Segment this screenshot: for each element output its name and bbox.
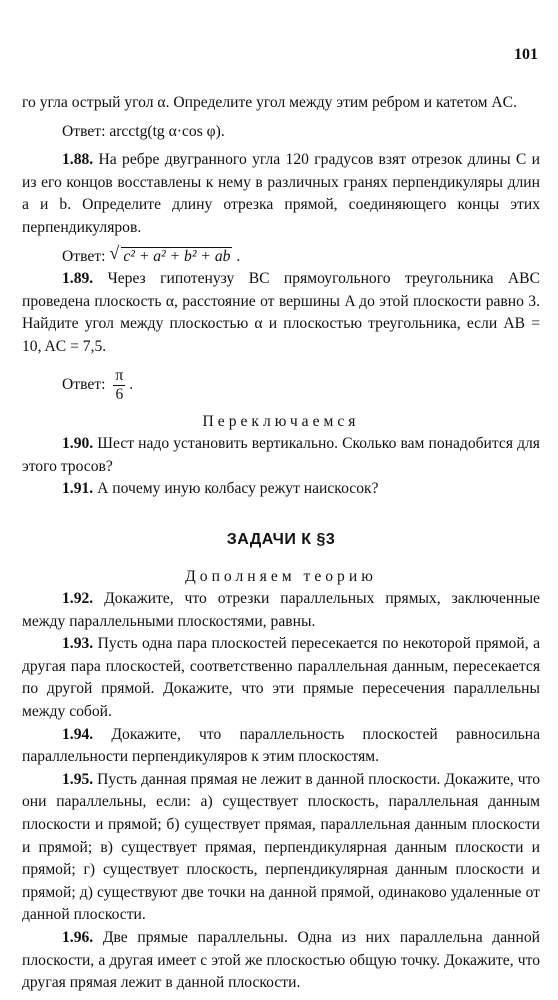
problem-1-94 [22,724,540,769]
problem-number: 1.96. [62,929,94,946]
problem-text: Пусть одна пара плоскостей пересекается по некоторой прямой, а другая пара плоскостей, соответственно параллельная данным, пересекается по другой прямой. Докажите, что эти прямые пересечения параллельны между собой. [22,635,540,721]
problem-number: 1.88. [62,151,94,169]
problem-number: 1.90. [62,435,94,453]
problem-1-89 [22,268,540,358]
chapter-heading: ЗАДАЧИ К §3 [226,530,336,548]
answer-1-89: Ответ: $\frac{\pi}{6}$ . [62,367,134,404]
problem-1-93 [22,633,540,723]
page-number: 101 [514,46,538,63]
problem-number: 1.91. [62,480,94,498]
problem-text: Докажите, что отрезки параллельных прямых, заключенные между параллельными плоскостями, равны. [22,590,540,630]
problem-text: Пусть данная прямая не лежит в данной плоскости. Докажите, что они параллельны, если: а) существует плоскость, параллельная данным плоскости и прямой; б) существует прямая, параллельная данным плоскости и прямой; в) существует прямая, перпендикулярная данным плоскости и прямой; г) существует плоскость, перпендикулярная данным плоскости и прямой; д) существуют две точки на данной прямой, одинаково удаленные от данной плоскости. [22,770,540,924]
radicand: c² + a² + b² + ab [123,247,231,265]
radical-sign: √ [109,242,120,263]
problem-number: 1.95. [62,770,94,788]
problem-1-95 [22,769,540,927]
denominator: 6 [115,386,124,404]
problem-text: На ребре двугранного угла 120 градусов взят отрезок длины C и из его концов восставлены к нему в различных гранях перпендикуляры длин a и b. Определите длину отрезка прямой, соединяющего концы этих перпендикуляров. [22,151,540,236]
problem-1-91 [22,478,540,501]
page-body [22,92,540,995]
section-heading-theory: Дополняем теорию [185,567,377,585]
problem-1-90 [22,433,540,478]
problem-text: Докажите, что параллельность плоскостей равносильна параллельности перпендикуляров к этим плоскостям. [22,725,540,766]
problem-number: 1.94. [62,725,94,743]
problem-1-92 [22,588,540,633]
problem-text: А почему иную колбасу режут наискосок? [97,480,379,498]
sqrt-expression [109,242,232,269]
problem-text: Две прямые параллельны. Одна из них параллельна данной плоскости, а другая имеет с этой же плоскостью общую точку. Докажите, что другая прямая лежит в данной плоскости. [22,929,540,992]
continued-text: го угла острый угол α. Определите угол между этим ребром и катетом AC. [22,94,517,111]
problem-text: Шест надо установить вертикально. Сколько вам понадобится для этого тросов? [22,435,540,475]
problem-number: 1.89. [62,270,94,288]
problem-text: Через гипотенузу BC прямоугольного треугольника ABC проведена плоскость α, расстояние от вершины A до этой плоскости равно 3. Найдите угол между плоскостью α и плоскостью треугольника, если AB = 10, AC = 7,5. [22,270,540,355]
problem-number: 1.92. [62,590,94,608]
numerator: π [115,367,124,385]
answer-label: Ответ: [62,376,106,394]
section-heading-switching: Переключаемся [202,412,360,430]
problem-1-96 [22,927,540,995]
answer-1-88: Ответ: √ c² + a² + b² + ab . [22,246,540,269]
problem-1-88 [22,149,540,239]
answer-label: Ответ: [62,247,106,265]
answer-1-87: Ответ: arcctg(tg α·cos φ). [62,122,225,140]
fraction [113,367,125,404]
problem-number: 1.93. [62,635,94,653]
